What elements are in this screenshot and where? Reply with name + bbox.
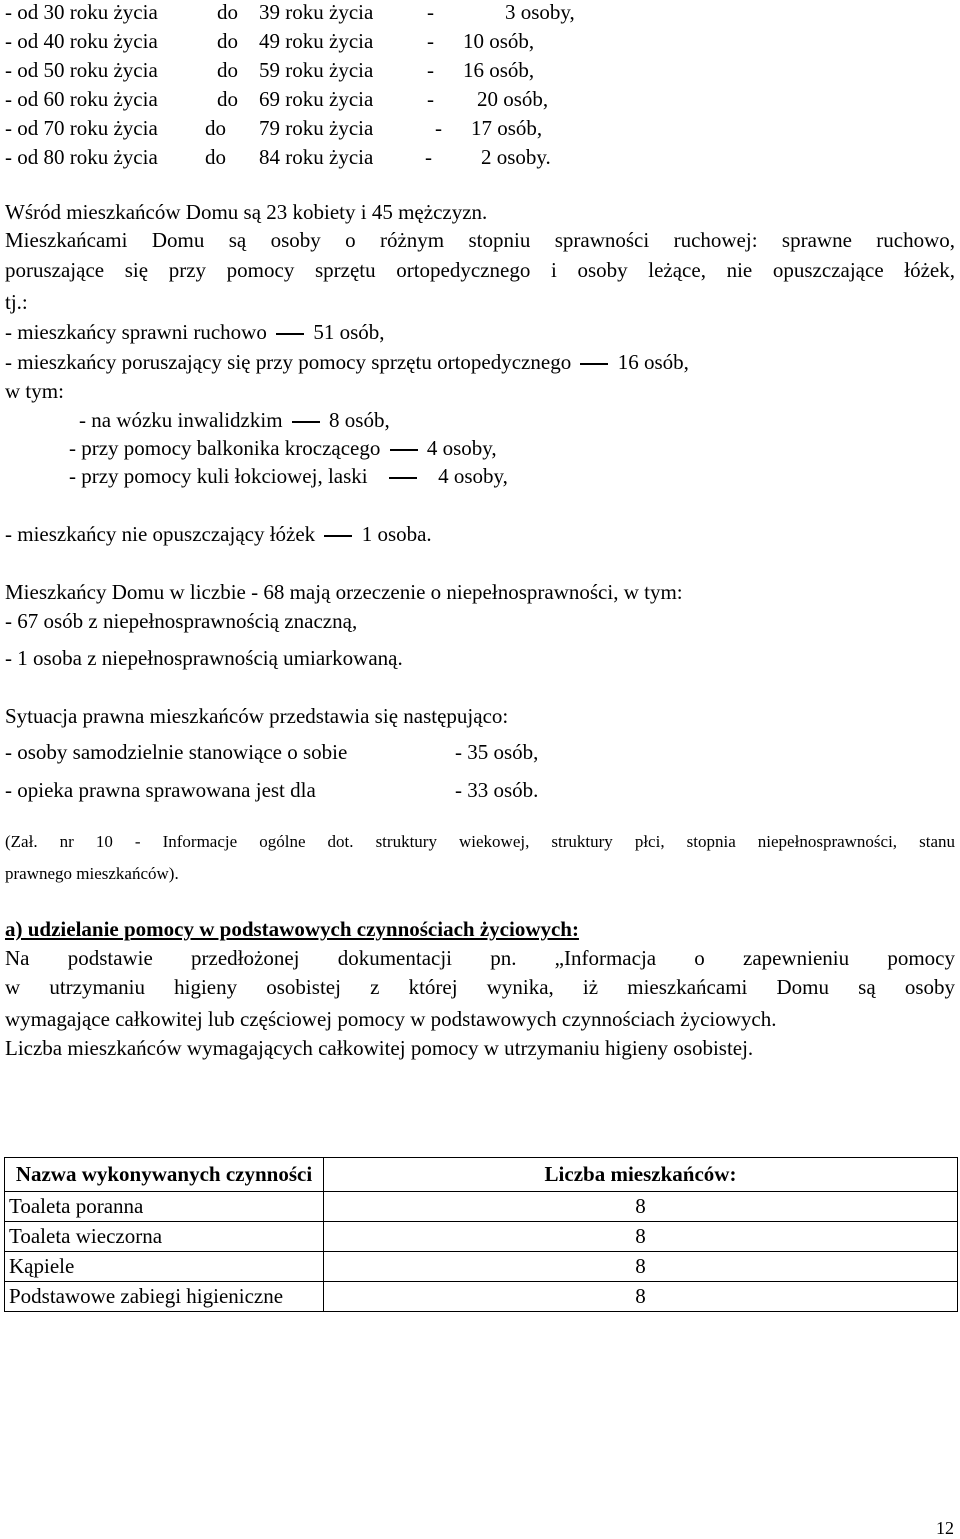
legal-label: - osoby samodzielnie stanowiące o sobie [5, 740, 348, 764]
mobility-walker-item [69, 436, 497, 460]
em-dash [276, 333, 304, 335]
activity-name: Podstawowe zabiegi higieniczne [5, 1282, 324, 1312]
mobility-equip-item [5, 350, 689, 374]
mobility-count: 51 osób, [313, 320, 385, 344]
age-count: 20 osób, [477, 87, 549, 111]
table-row [5, 1222, 958, 1252]
mobility-fit-item [5, 320, 385, 344]
mobility-label: - mieszkańcy sprawni ruchowo [5, 320, 267, 344]
mobility-label: - mieszkańcy nie opuszczający łóżek [5, 522, 316, 546]
disability-item: - 1 osoba z niepełnosprawnością umiarkowaną. [5, 646, 403, 670]
section-heading: a) udzielanie pomocy w podstawowych czynnościach życiowych: [5, 917, 579, 941]
age-dash: - [425, 145, 432, 169]
age-dash: - [427, 29, 434, 53]
age-to: 39 roku życia [259, 0, 374, 24]
attachment-note-line: (Zał. nr 10 - Informacje ogólne dot. struktury wiekowej, struktury płci, stopnia niepełnosprawności, stanu [5, 832, 955, 851]
age-to: 84 roku życia [259, 145, 374, 169]
age-dash: - [427, 0, 434, 24]
page-number: 12 [936, 1518, 954, 1538]
em-dash [389, 477, 417, 479]
legal-value: - 35 osób, [455, 740, 539, 764]
age-to: 49 roku życia [259, 29, 374, 53]
mobility-label: - przy pomocy balkonika kroczącego [69, 436, 381, 460]
age-from: - od 50 roku życia [5, 58, 158, 82]
legal-intro: Sytuacja prawna mieszkańców przedstawia się następująco: [5, 704, 509, 728]
activity-count: 8 [324, 1282, 958, 1312]
legal-value: - 33 osób. [455, 778, 539, 802]
age-dash: - [435, 116, 442, 140]
activity-name: Toaleta wieczorna [5, 1222, 324, 1252]
legal-item [5, 740, 538, 764]
table-row [5, 1282, 958, 1312]
age-group-row [5, 29, 534, 53]
mobility-para-line: tj.: [5, 290, 28, 314]
mobility-count: 16 osób, [617, 350, 689, 374]
legal-item [5, 778, 538, 802]
age-group-row [5, 145, 551, 169]
section-para-line: w utrzymaniu higieny osobistej z której wynika, iż mieszkańcami Domu są osoby [5, 975, 955, 999]
age-to: 59 roku życia [259, 58, 374, 82]
section-para-line: Na podstawie przedłożonej dokumentacji pn. „Informacja o zapewnieniu pomocy [5, 946, 955, 970]
table-header-activity: Nazwa wykonywanych czynności [5, 1158, 324, 1192]
age-dash: - [427, 58, 434, 82]
mobility-para-line: poruszające się przy pomocy sprzętu ortopedycznego i osoby leżące, nie opuszczające łóżek, [5, 258, 955, 282]
em-dash [580, 363, 608, 365]
mobility-wtym: w tym: [5, 379, 64, 403]
em-dash [324, 535, 352, 537]
disability-intro: Mieszkańcy Domu w liczbie - 68 mają orzeczenie o niepełnosprawności, w tym: [5, 580, 683, 604]
activity-name: Toaleta poranna [5, 1192, 324, 1222]
table-header-row [5, 1158, 958, 1192]
age-from: - od 40 roku życia [5, 29, 158, 53]
age-do: do [217, 29, 238, 53]
age-do: do [217, 58, 238, 82]
mobility-crutch-item [69, 464, 508, 488]
activity-count: 8 [324, 1252, 958, 1282]
mobility-label: - na wózku inwalidzkim [79, 408, 283, 432]
age-to: 79 roku życia [259, 116, 374, 140]
age-count: 16 osób, [463, 58, 535, 82]
mobility-count: 8 osób, [329, 408, 390, 432]
age-do: do [205, 145, 226, 169]
age-from: - od 30 roku życia [5, 0, 158, 24]
mobility-count: 1 osoba. [361, 522, 432, 546]
activities-table [4, 1157, 958, 1312]
mobility-label: - przy pomocy kuli łokciowej, laski [69, 464, 368, 488]
table-row [5, 1192, 958, 1222]
age-from: - od 60 roku życia [5, 87, 158, 111]
mobility-count: 4 osoby, [438, 464, 508, 488]
age-group-row [5, 58, 534, 82]
age-do: do [205, 116, 226, 140]
age-count: 3 osoby, [505, 0, 575, 24]
mobility-bed-item [5, 522, 432, 546]
age-count: 17 osób, [471, 116, 543, 140]
age-from: - od 80 roku życia [5, 145, 158, 169]
table-row [5, 1252, 958, 1282]
activity-name: Kąpiele [5, 1252, 324, 1282]
age-group-row [5, 87, 548, 111]
gender-line: Wśród mieszkańców Domu są 23 kobiety i 45 mężczyzn. [5, 200, 488, 224]
mobility-wheelchair-item [79, 408, 390, 432]
age-do: do [217, 87, 238, 111]
age-dash: - [427, 87, 434, 111]
activity-count: 8 [324, 1192, 958, 1222]
attachment-note-line: prawnego mieszkańców). [5, 864, 179, 883]
disability-item: - 67 osób z niepełnosprawnością znaczną, [5, 609, 358, 633]
em-dash [292, 421, 320, 423]
age-to: 69 roku życia [259, 87, 374, 111]
age-count: 10 osób, [463, 29, 535, 53]
mobility-para-line: Mieszkańcami Domu są osoby o różnym stopniu sprawności ruchowej: sprawne ruchowo, [5, 228, 955, 252]
age-from: - od 70 roku życia [5, 116, 158, 140]
legal-label: - opieka prawna sprawowana jest dla [5, 778, 316, 802]
mobility-label: - mieszkańcy poruszający się przy pomocy sprzętu ortopedycznego [5, 350, 572, 374]
activity-count: 8 [324, 1222, 958, 1252]
age-do: do [217, 0, 238, 24]
table-header-count: Liczba mieszkańców: [324, 1158, 958, 1192]
section-para-line: Liczba mieszkańców wymagających całkowitej pomocy w utrzymaniu higieny osobistej. [5, 1036, 754, 1060]
age-group-row [5, 0, 575, 24]
age-count: 2 osoby. [481, 145, 551, 169]
section-para-line: wymagające całkowitej lub częściowej pomocy w podstawowych czynnościach życiowych. [5, 1007, 777, 1031]
age-group-row [5, 116, 542, 140]
em-dash [390, 449, 418, 451]
mobility-count: 4 osoby, [426, 436, 497, 460]
